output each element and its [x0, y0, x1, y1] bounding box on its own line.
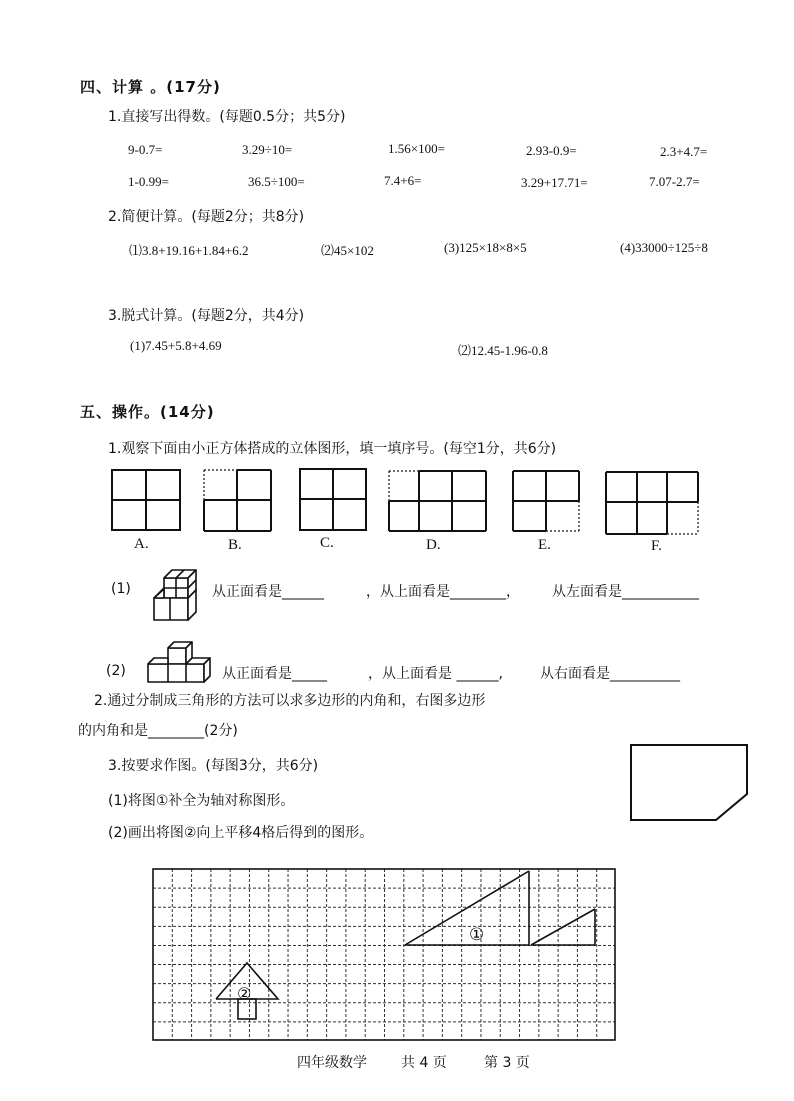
sub1-number: (1) — [111, 581, 131, 597]
sub1-front-view: 从正面看是______ — [212, 584, 324, 600]
s5-q3-label: 3.按要求作图。(每图3分，共6分) — [108, 758, 319, 774]
drawing-grid — [152, 868, 618, 1044]
view-option-a: A. — [134, 536, 149, 552]
view-option-c: C. — [320, 535, 334, 551]
figure-1-marker: ① — [469, 925, 485, 945]
calc-item: 7.4+6= — [384, 173, 422, 188]
view-option-d-figure — [389, 471, 486, 531]
sub1-left-view: 从左面看是___________ — [552, 584, 699, 600]
calc-item: 9-0.7= — [128, 142, 163, 157]
sub2-right-view: 从右面看是__________ — [540, 666, 680, 682]
footer-total: 共 4 页 — [401, 1055, 447, 1071]
view-option-e-figure — [513, 471, 579, 531]
view-option-c-figure — [300, 469, 366, 530]
calc-item: 36.5÷100= — [248, 174, 305, 189]
calc-item: 3.29÷10= — [242, 142, 293, 157]
s5-q2-line2: 的内角和是________(2分) — [78, 723, 238, 739]
simplify-item: (4)33000÷125÷8 — [620, 240, 708, 255]
cube-stack-2-figure — [144, 636, 214, 686]
footer-subject: 四年级数学 — [297, 1055, 367, 1071]
view-option-b-figure — [204, 470, 271, 531]
calc-item: 3.29+17.71= — [521, 175, 588, 190]
simplify-item: ⑴3.8+19.16+1.84+6.2 — [129, 243, 249, 258]
calc-item: 1-0.99= — [128, 174, 169, 189]
sub2-top-view: ，从上面看是 ______, — [368, 666, 503, 682]
polygon-figure — [630, 744, 750, 824]
stepwise-item: (1)7.45+5.8+4.69 — [130, 338, 222, 353]
section5-title: 五、操作。(14分) — [80, 403, 215, 421]
sub1-top-view: ，从上面看是________， — [366, 584, 520, 600]
view-option-f-figure — [606, 472, 698, 534]
s5-q3-sub1: (1)将图①补全为轴对称图形。 — [108, 793, 295, 809]
calc-item: 1.56×100= — [388, 141, 445, 156]
simplify-item: ⑵45×102 — [321, 243, 374, 258]
view-option-b: B. — [228, 537, 242, 553]
q2-label: 2.简便计算。(每题2分；共8分) — [108, 209, 305, 225]
figure-1-shape — [405, 871, 595, 945]
calc-item: 7.07-2.7= — [649, 174, 700, 189]
simplify-item: (3)125×18×8×5 — [444, 240, 527, 255]
s5-q1-label: 1.观察下面由小正方体搭成的立体图形，填一填序号。(每空1分，共6分) — [108, 441, 557, 457]
cube-stack-1-figure — [150, 562, 210, 624]
view-option-d: D. — [426, 537, 441, 553]
view-option-f: F. — [651, 538, 662, 554]
section4-title: 四、计算 。(17分) — [80, 78, 221, 96]
q3-label: 3.脱式计算。(每题2分，共4分) — [108, 308, 305, 324]
sub2-number: (2) — [106, 663, 126, 679]
calc-item: 2.3+4.7= — [660, 144, 708, 159]
sub2-front-view: 从正面看是_____ — [222, 666, 327, 682]
figure-2-marker: ② — [237, 984, 252, 1003]
view-option-a-figure — [112, 470, 180, 530]
stepwise-item: ⑵12.45-1.96-0.8 — [458, 343, 548, 358]
s5-q3-sub2: (2)画出将图②向上平移4格后得到的图形。 — [108, 825, 374, 841]
view-option-e: E. — [538, 537, 551, 553]
footer-page: 第 3 页 — [484, 1055, 530, 1071]
s5-q2-line1: 2.通过分制成三角形的方法可以求多边形的内角和，右图多边形 — [94, 693, 486, 709]
calc-item: 2.93-0.9= — [526, 143, 577, 158]
q1-label: 1.直接写出得数。(每题0.5分；共5分) — [108, 109, 346, 125]
